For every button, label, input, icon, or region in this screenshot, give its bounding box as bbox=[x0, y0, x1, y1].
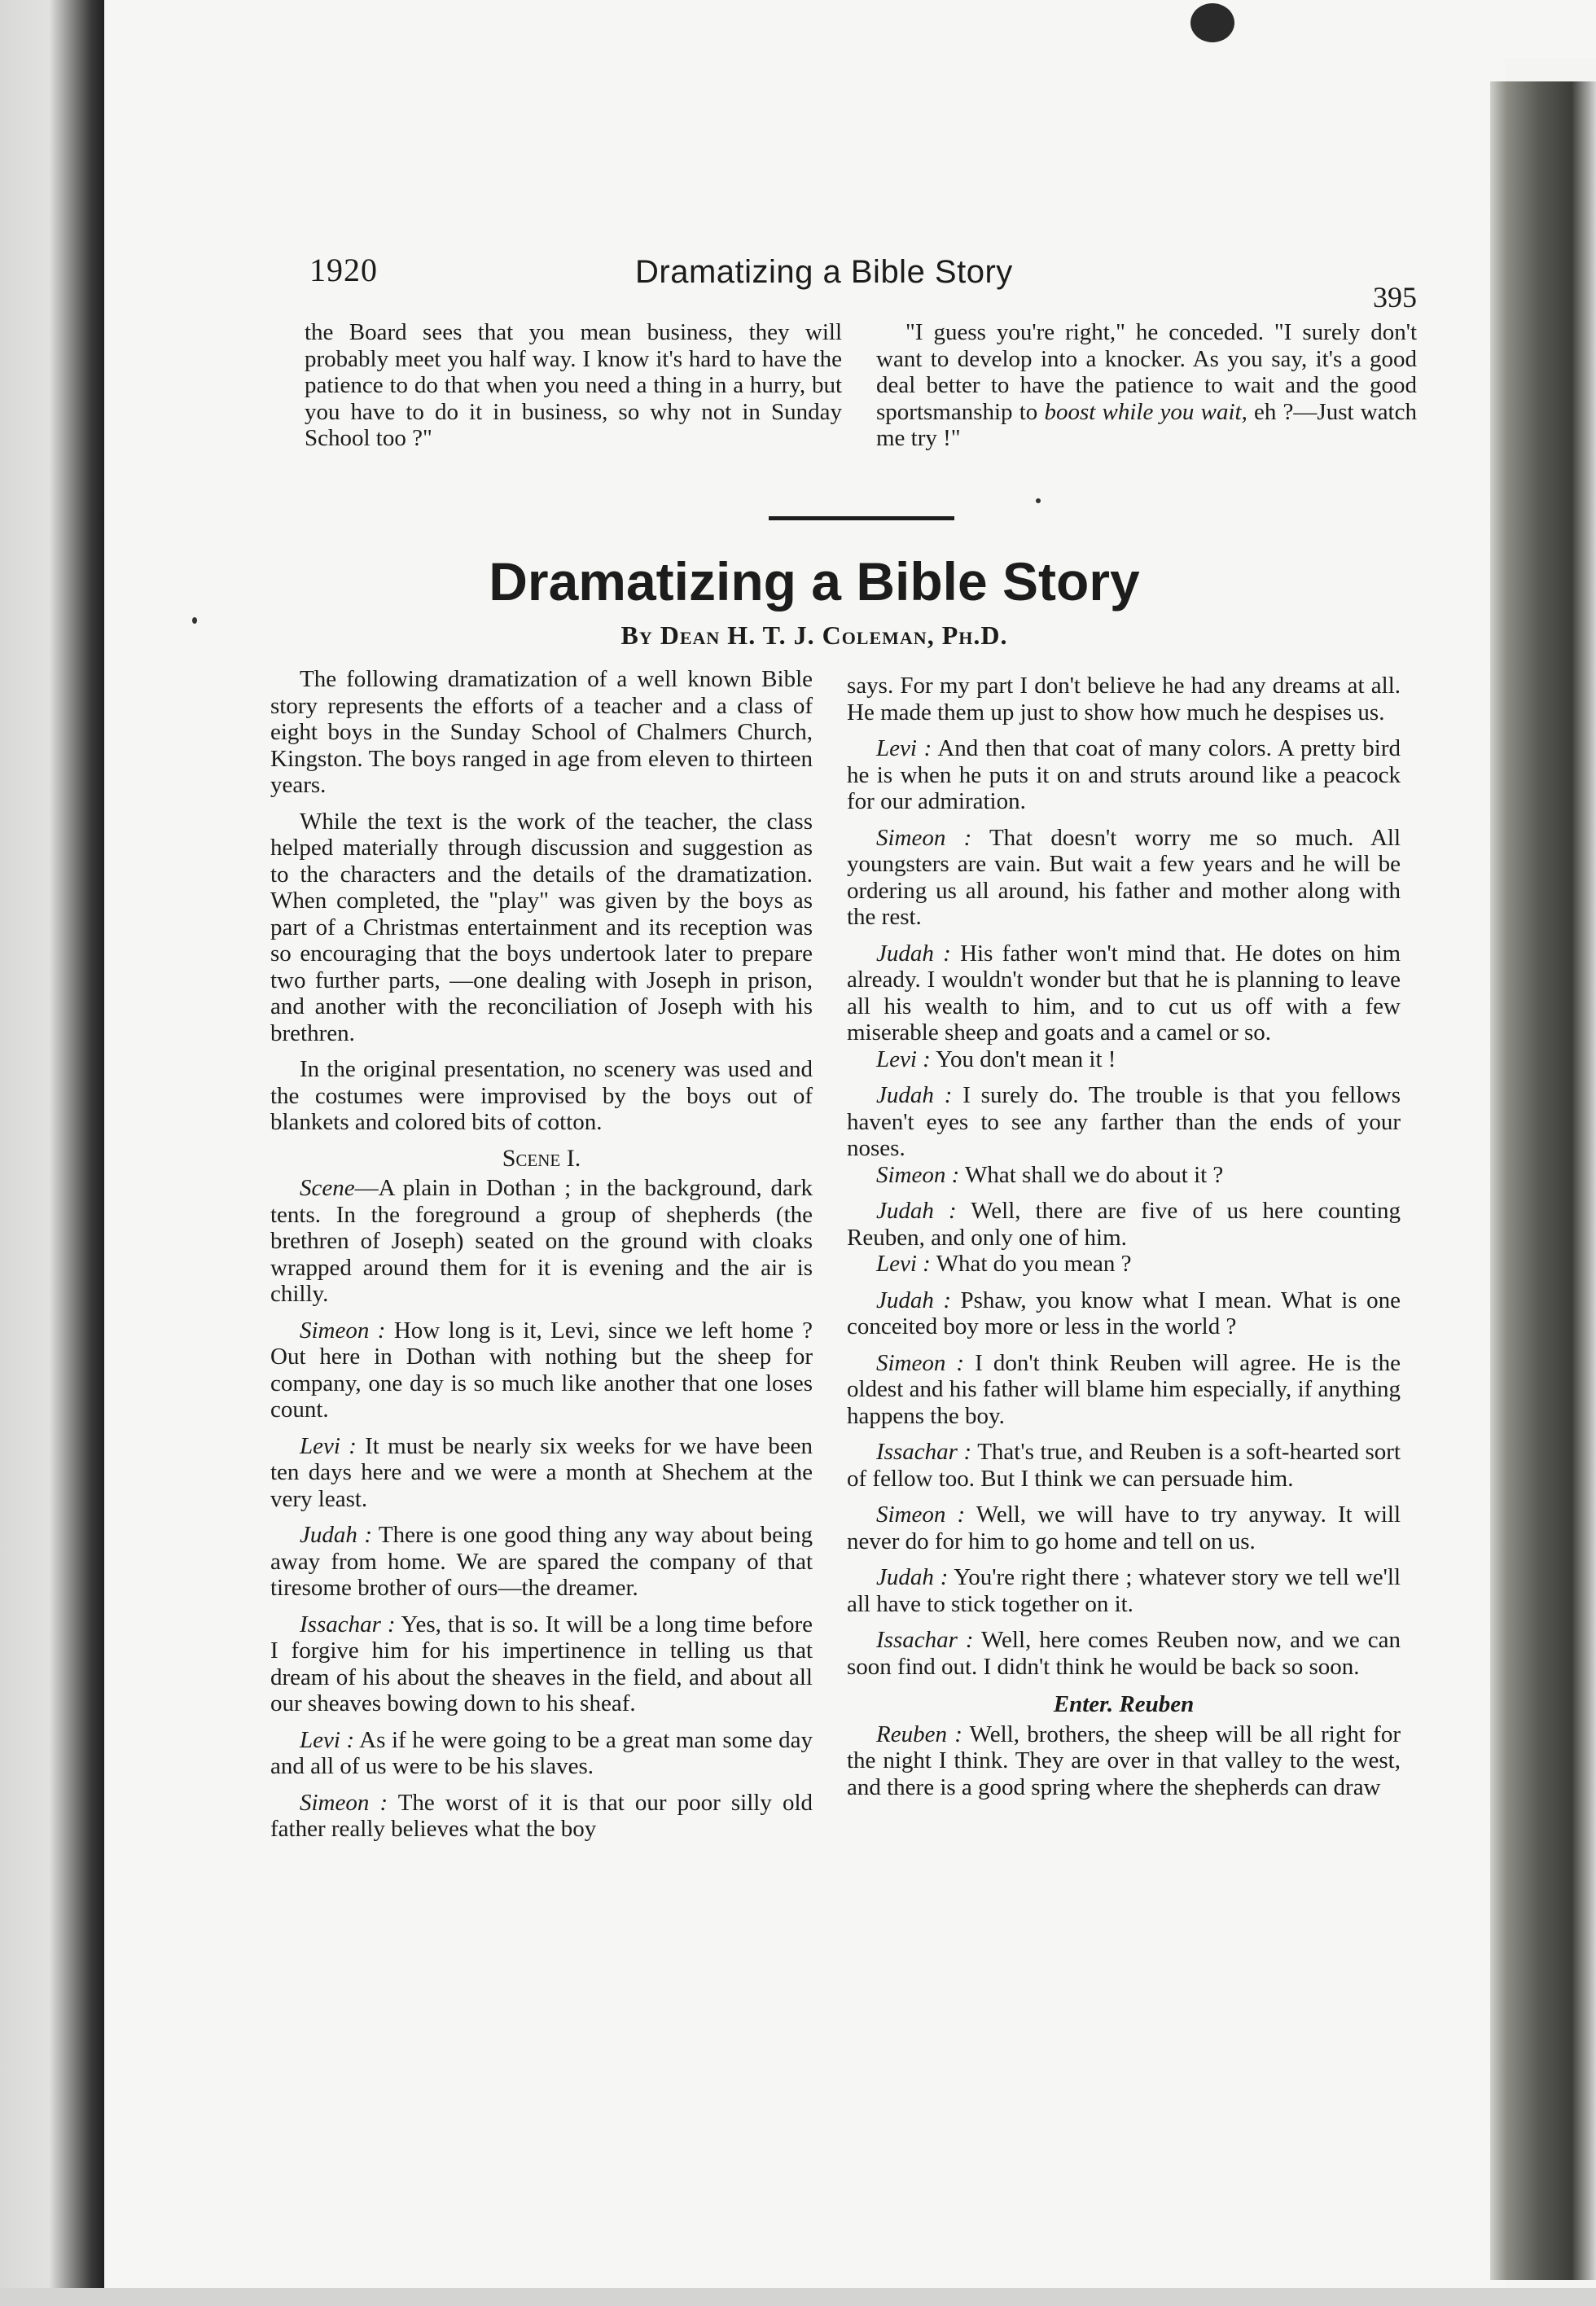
left-column bbox=[270, 666, 813, 1843]
line-text: What do you mean ? bbox=[930, 1251, 1132, 1277]
line-text: You don't mean it ! bbox=[930, 1046, 1116, 1072]
header-year: 1920 bbox=[309, 252, 378, 288]
line-text: Well, brothers, the sheep will be all right for the night I think. They are over in that valley to the west, and there is a good spring where the shepherds can draw bbox=[847, 1721, 1401, 1800]
dialogue-line bbox=[847, 1251, 1401, 1278]
dialogue-line bbox=[847, 940, 1401, 1046]
speaker: Reuben : bbox=[876, 1721, 962, 1747]
italic-phrase: boost while you wait, bbox=[1044, 398, 1247, 425]
intro-paragraph: In the original presentation, no scenery was used and the costumes were improvised by the boys out of blankets and colored bits of cotton. bbox=[270, 1056, 813, 1135]
line-text: What shall we do about it ? bbox=[959, 1161, 1224, 1188]
scan-bottom-edge bbox=[0, 2288, 1596, 2306]
line-text: Well, we will have to try anyway. It will never do for him to go home and tell on us. bbox=[847, 1502, 1401, 1554]
prev-article-left bbox=[305, 319, 842, 452]
text-run: eh ?—Just watch me try !" bbox=[876, 398, 1417, 451]
dialogue-line bbox=[270, 1727, 813, 1780]
speaker: Simeon : bbox=[876, 1349, 965, 1376]
dialogue-line bbox=[270, 1611, 813, 1717]
dialogue-line bbox=[847, 1627, 1401, 1680]
dialogue-line bbox=[847, 1350, 1401, 1430]
speaker: Levi : bbox=[300, 1726, 355, 1753]
line-text: That doesn't worry me so much. All youngsters are vain. But wait a few years and he will be ordering us all around, his father and mother along with the rest. bbox=[847, 824, 1401, 930]
speaker: Levi : bbox=[876, 1046, 931, 1072]
speaker: Issachar : bbox=[300, 1611, 396, 1637]
line-text: His father won't mind that. He dotes on him already. I wouldn't wonder but that he is planning to leave all his wealth to him, and to cut us off with a few miserable sheep and goats and a camel or so. bbox=[847, 940, 1401, 1046]
line-text: You're right there ; whatever story we tell we'll all have to stick together on it. bbox=[847, 1564, 1401, 1617]
dialogue-line bbox=[270, 1522, 813, 1602]
scan-left-edge bbox=[0, 0, 104, 2306]
line-text: As if he were going to be a great man some day and all of us were to be his slaves. bbox=[270, 1726, 813, 1779]
dialogue-line bbox=[847, 1439, 1401, 1492]
line-text: I don't think Reuben will agree. He is the oldest and his father will blame him especially, if anything happens the boy. bbox=[847, 1349, 1401, 1429]
intro-paragraph: The following dramatization of a well known Bible story represents the efforts of a teacher and a class of eight boys in the Sunday School of Chalmers Church, Kingston. The boys ranged in age from eleven to thirteen years. bbox=[270, 666, 813, 798]
running-header bbox=[309, 244, 1417, 313]
stage-direction: Enter. Reuben bbox=[1053, 1691, 1195, 1717]
header-title: Dramatizing a Bible Story bbox=[635, 254, 1013, 290]
speaker: Judah : bbox=[876, 940, 951, 967]
line-text: It must be nearly six weeks for we have been ten days here and we were a month at Shechem at the very least. bbox=[270, 1432, 813, 1512]
ink-blot bbox=[1190, 3, 1234, 42]
line-text: Pshaw, you know what I mean. What is one conceited boy more or less in the world ? bbox=[847, 1287, 1401, 1339]
ink-speck bbox=[1036, 498, 1041, 503]
page-number: 395 bbox=[1373, 281, 1417, 313]
speaker: Simeon : bbox=[876, 1502, 966, 1528]
dialogue-line bbox=[847, 1564, 1401, 1617]
dialogue-line bbox=[847, 825, 1401, 931]
author-name: Dean H. T. J. Coleman, Ph.D. bbox=[660, 620, 1008, 650]
text-run: "I guess you're right," he conceded. "I surely don't want to develop into a knocker. As you say, it's a good deal better to have the patience to wait and the good sportsmanship to bbox=[876, 319, 1417, 425]
byline bbox=[163, 620, 1466, 651]
dialogue-line bbox=[847, 1198, 1401, 1251]
speaker: Levi : bbox=[876, 1251, 931, 1277]
line-text: That's true, and Reuben is a soft-hearted sort of fellow too. But I think we can persuade him. bbox=[847, 1439, 1401, 1492]
dialogue-line bbox=[270, 1317, 813, 1423]
scan-top-margin bbox=[104, 0, 1596, 59]
right-column bbox=[847, 673, 1401, 1800]
dialogue-line bbox=[847, 1287, 1401, 1340]
speaker: Simeon : bbox=[300, 1317, 386, 1344]
line-text: The worst of it is that our poor silly old father really believes what the boy bbox=[270, 1789, 813, 1842]
speaker: Issachar : bbox=[876, 1439, 972, 1465]
speaker: Issachar : bbox=[876, 1627, 974, 1653]
line-text: How long is it, Levi, since we left home ? Out here in Dothan with nothing but the sheep for company, one day is so much like another that one loses count. bbox=[270, 1317, 813, 1423]
paragraph: the Board sees that you mean business, they will probably meet you half way. I know it's hard to have the patience to do that when you need a thing in a hurry, but you have to do it in business, so why not in Sunday School too ?" bbox=[305, 319, 842, 451]
speaker: Simeon : bbox=[300, 1789, 388, 1816]
line-text: I surely do. The trouble is that you fellows haven't eyes to see any farther than the ends of your noses. bbox=[847, 1082, 1401, 1161]
dialogue-line bbox=[847, 1502, 1401, 1554]
scene-description bbox=[270, 1175, 813, 1308]
dialogue-line bbox=[270, 1790, 813, 1843]
speaker: Judah : bbox=[876, 1198, 957, 1224]
article-title: Dramatizing a Bible Story bbox=[489, 551, 1140, 612]
speaker: Levi : bbox=[876, 735, 932, 761]
scene-heading: Scene I. bbox=[502, 1144, 581, 1172]
prev-article-right bbox=[876, 319, 1417, 452]
speaker: Levi : bbox=[300, 1432, 357, 1459]
scene-label: Scene bbox=[300, 1175, 355, 1201]
speaker: Simeon : bbox=[876, 1161, 960, 1188]
line-text: Well, there are five of us here counting Reuben, and only one of him. bbox=[847, 1198, 1401, 1251]
speaker: Simeon : bbox=[876, 824, 972, 851]
speaker: Judah : bbox=[876, 1564, 949, 1590]
speaker: Judah : bbox=[300, 1522, 372, 1548]
intro-paragraph: While the text is the work of the teacher, the class helped materially through discussion and suggestion as to the characters and the details of the dramatization. When completed, the "play" was given by the boys as part of a Christmas entertainment and its reception was so encouraging that the boys undertook later to prepare two further parts, —one dealing with Joseph in prison, and another with the reconciliation of Joseph with his brethren. bbox=[270, 808, 813, 1046]
dialogue-line bbox=[847, 1082, 1401, 1162]
dialogue-line bbox=[847, 1046, 1401, 1073]
dialogue-line bbox=[847, 1162, 1401, 1189]
speaker: Judah : bbox=[876, 1082, 953, 1108]
dialogue-line bbox=[847, 735, 1401, 815]
line-text: There is one good thing any way about being away from home. We are spared the company of that tiresome brother of ours—the dreamer. bbox=[270, 1522, 813, 1601]
dialogue-line bbox=[847, 1721, 1401, 1801]
book-edge bbox=[1490, 81, 1596, 2280]
byline-prefix: By bbox=[620, 620, 653, 650]
speaker: Judah : bbox=[876, 1287, 952, 1313]
scene-text: —A plain in Dothan ; in the background, dark tents. In the foreground a group of shepherds (the brethren of Joseph) seated on the ground with cloaks wrapped around them for it is evening and the air is chilly. bbox=[270, 1175, 813, 1307]
section-divider bbox=[769, 516, 954, 520]
line-text: And then that coat of many colors. A pretty bird he is when he puts it on and struts around like a peacock for our admiration. bbox=[847, 735, 1401, 814]
dialogue-line bbox=[270, 1433, 813, 1513]
line-text: Yes, that is so. It will be a long time before I forgive him for his impertinence in telling us that dream of his about the sheaves in the field, and about all our sheaves bowing down to his sheaf. bbox=[270, 1611, 813, 1716]
continued-line: says. For my part I don't believe he had any dreams at all. He made them up just to show how much he despises us. bbox=[847, 673, 1401, 726]
line-text: Well, here comes Reuben now, and we can soon find out. I didn't think he would be back so soon. bbox=[847, 1627, 1401, 1680]
paragraph bbox=[876, 319, 1417, 452]
